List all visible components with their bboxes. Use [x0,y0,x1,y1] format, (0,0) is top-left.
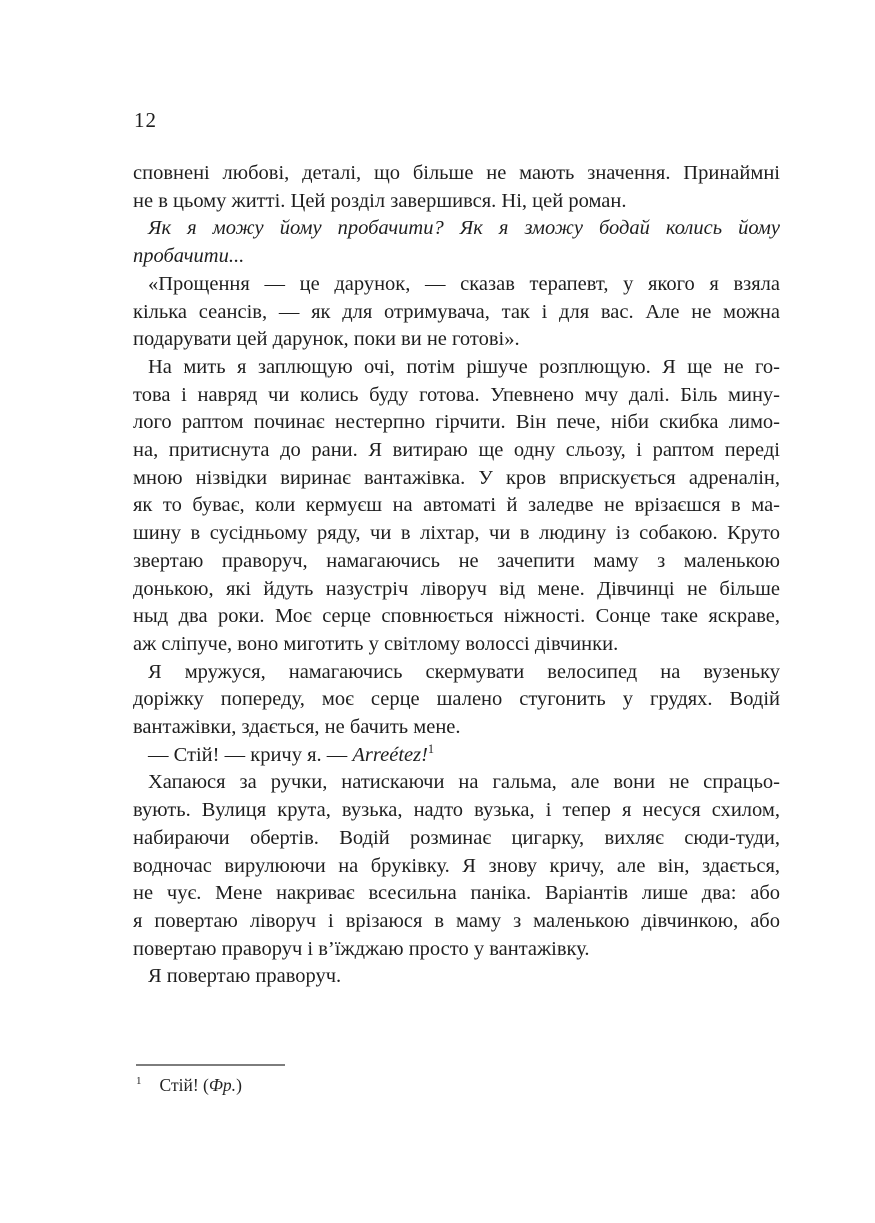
text-line: як то буває, коли кермуєш на автоматі й заледве не врізаєшся в ма- [133,494,780,517]
text-line: доріжку попереду, моє серце шалено стугонить у грудях. Водій [133,688,780,711]
footnote-body [160,1075,242,1095]
footnote-text [136,1075,285,1096]
footnote-marker: 1 [136,1075,142,1088]
plain-text: ) [236,1075,242,1095]
text-line: на, притиснута до рани. Я витираю ще одну сльозу, і раптом переді [133,439,780,462]
text-line: не чує. Мене накриває всесильна паніка. Варіантів лише два: або [133,882,780,905]
plain-text: Стій! ( [159,1075,209,1095]
text-line: пробачити... [133,245,245,268]
text-line [133,742,780,770]
plain-text: — Стій! — кричу я. — [148,743,353,766]
text-line: лого раптом починає нестерпно гірчити. Він пече, ніби скибка лимо- [133,411,780,434]
text-line: я повертаю ліворуч і врізаюся в маму з маленькою дівчинкою, або [133,909,780,932]
text-line: повертаю праворуч і в’їжджаю просто у вантажівку. [133,937,590,960]
text-line: «Прощення — це дарунок, — сказав терапевт, у якого я взяла [148,272,780,295]
text-line: шину в сусідньому ряду, чи в ліхтар, чи в людину із собакою. Круто [133,522,780,545]
text-line: ныд два роки. Моє серце сповнюється ніжності. Сонце таке яскраве, [133,605,780,628]
text-line: звертаю праворуч, намагаючись не зачепити маму з маленькою [133,549,780,572]
text-line: не в цьому житті. Цей розділ завершився. Ні, цей роман. [133,189,627,212]
text-line: това і навряд чи колись буду готова. Упевнено мчу далі. Біль мину- [133,383,780,406]
text-line: водночас вирулюючи на бруківку. Я знову кричу, але він, здається, [133,854,780,877]
text-line: Я мружуся, намагаючись скермувати велосипед на вузеньку [148,660,780,683]
text-line: подарувати цей дарунок, поки ви не готові». [133,328,520,351]
text-line: сповнені любові, деталі, що більше не мають значення. Принаймні [133,162,780,184]
text-line: Як я можу йому пробачити? Як я зможу бодай колись йому [148,217,780,240]
text-block [133,160,780,991]
text-line: вантажівки, здається, не бачить мене. [133,716,461,739]
footnote [136,1064,285,1096]
text-line: мною нізвідки виринає вантажівка. У кров вприскується адреналін, [133,466,780,489]
italic-text: Фр. [208,1075,237,1095]
footnote-rule [136,1064,285,1066]
text-line: донькою, які йдуть назустріч ліворуч від мене. Дівчинці не більше [133,577,780,600]
footnote-reference: 1 [427,741,435,756]
text-line: вують. Вулиця крута, вузька, надто вузька, і тепер я несуся схилом, [133,799,780,822]
text-line: кілька сеансів, — як для отримувача, так і для вас. Але не можна [133,300,780,323]
text-line: набираючи обертів. Водій розминає цигарку, вихляє сюди-туди, [133,826,780,849]
page-number: 12 [134,108,157,132]
text-line: На мить я заплющую очі, потім рішуче розплющую. Я ще не го- [148,355,780,378]
text-line: Хапаюся за ручки, натискаючи на гальма, але вони не спрацьо- [148,771,780,794]
text-line: аж сліпуче, воно миготить у світлому волоссі дівчинки. [133,632,619,655]
text-line: Я повертаю праворуч. [148,965,342,988]
italic-text: Arreétez! [352,743,428,766]
